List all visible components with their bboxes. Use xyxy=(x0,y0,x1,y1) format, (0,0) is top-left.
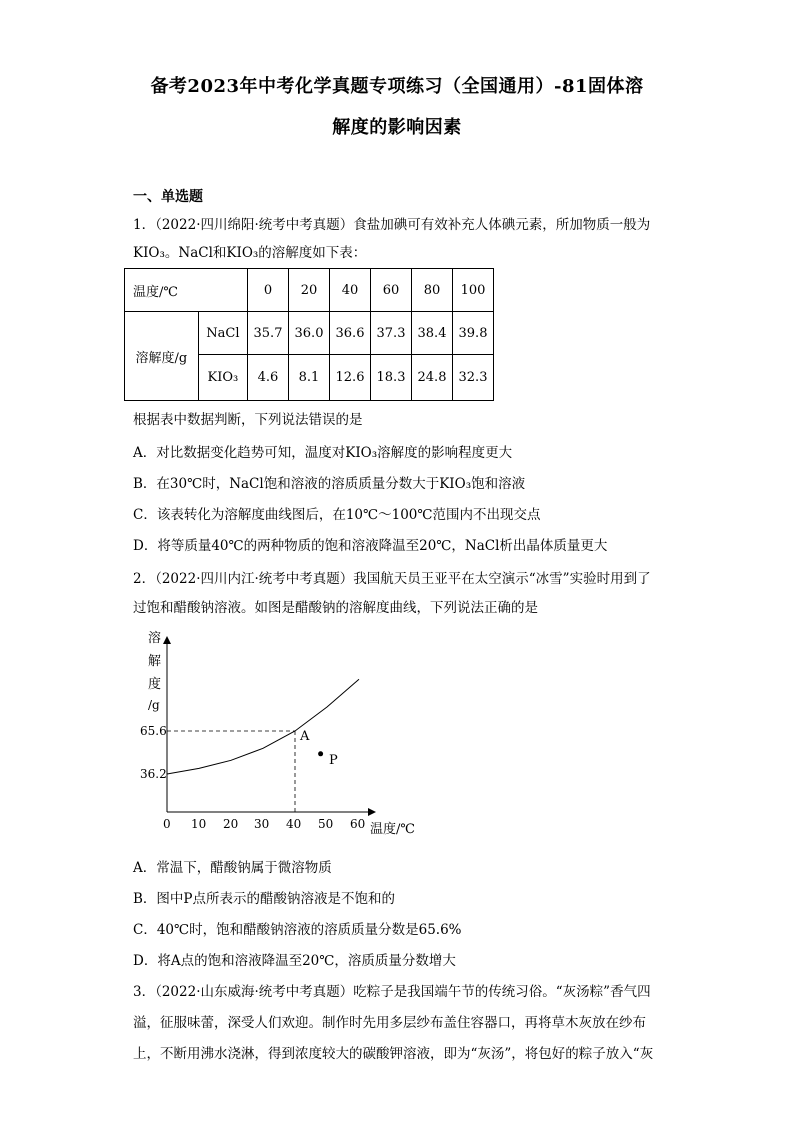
x-axis-label: 温度/℃ xyxy=(370,822,415,837)
y-tick-label: 65.6 xyxy=(140,724,167,738)
q1-option-c: C．该表转化为溶解度曲线图后，在10℃～100℃范围内不出现交点 xyxy=(133,507,541,523)
x-tick-label: 20 xyxy=(223,817,239,831)
x-tick-label: 40 xyxy=(286,817,302,831)
table-cell: 39.8 xyxy=(453,312,494,355)
table-row-name: KIO₃ xyxy=(198,355,247,401)
q2-option-c: C．40℃时，饱和醋酸钠溶液的溶质质量分数是65.6% xyxy=(133,922,462,938)
q2-stem-line1: 2．（2022·四川内江·统考中考真题）我国航天员王亚平在太空演示“冰雪”实验时用到了 xyxy=(133,571,651,587)
table-temp: 80 xyxy=(412,269,453,312)
table-cell: 32.3 xyxy=(453,355,494,401)
table-cell: 36.0 xyxy=(289,312,330,355)
page-title: 备考2023年中考化学真题专项练习（全国通用）-81固体溶 xyxy=(150,76,644,97)
q1-option-d: D．将等质量40℃的两种物质的饱和溶液降温至20℃，NaCl析出晶体质量更大 xyxy=(133,538,608,554)
table-header-label: 温度/℃ xyxy=(125,269,248,312)
q2-option-b: B．图中P点所表示的醋酸钠溶液是不饱和的 xyxy=(133,891,396,907)
table-cell: 37.3 xyxy=(371,312,412,355)
solubility-table xyxy=(124,268,494,401)
q2-option-d: D．将A点的饱和溶液降温至20℃，溶质质量分数增大 xyxy=(133,953,456,969)
q3-line3: 上，不断用沸水浇淋，得到浓度较大的碳酸钾溶液，即为“灰汤”，将包好的粽子放入“灰 xyxy=(133,1046,654,1062)
q2-option-a: A．常温下，醋酸钠属于微溶物质 xyxy=(133,860,332,876)
table-cell: 35.7 xyxy=(248,312,289,355)
x-tick-label: 10 xyxy=(191,817,207,831)
q1-option-b: B．在30℃时，NaCl饱和溶液的溶质质量分数大于KIO₃饱和溶液 xyxy=(133,476,526,492)
table-cell: 4.6 xyxy=(248,355,289,401)
x-tick-label: 60 xyxy=(350,817,366,831)
x-tick-label: 50 xyxy=(318,817,334,831)
table-cell: 12.6 xyxy=(330,355,371,401)
table-temp: 60 xyxy=(371,269,412,312)
table-temp: 100 xyxy=(453,269,494,312)
point-a-label: A xyxy=(300,729,310,744)
point-p-label: P xyxy=(329,753,338,768)
table-cell: 36.6 xyxy=(330,312,371,355)
table-temp: 40 xyxy=(330,269,371,312)
table-cell: 38.4 xyxy=(412,312,453,355)
table-cell: 18.3 xyxy=(371,355,412,401)
x-tick-label: 30 xyxy=(254,817,270,831)
page-title-continued: 解度的影响因素 xyxy=(332,117,462,138)
q1-stem-line1: 1．（2022·四川绵阳·统考中考真题）食盐加碘可有效补充人体碘元素，所加物质一般为 xyxy=(133,217,651,233)
q3-line2: 溢，征服味蕾，深受人们欢迎。制作时先用多层纱布盖住容器口，再将草木灰放在纱布 xyxy=(133,1015,646,1031)
table-temp: 20 xyxy=(289,269,330,312)
x-tick-label: 0 xyxy=(163,817,171,831)
y-label-char: 溶 xyxy=(148,631,162,646)
section-heading: 一、单选题 xyxy=(133,189,203,205)
y-label-char: /g xyxy=(148,698,160,712)
y-label-char: 度 xyxy=(148,677,162,692)
table-temp: 0 xyxy=(248,269,289,312)
table-cell: 8.1 xyxy=(289,355,330,401)
table-cell: 24.8 xyxy=(412,355,453,401)
q1-stem-line2: KIO₃。NaCl和KIO₃的溶解度如下表： xyxy=(133,245,367,261)
point-p-marker xyxy=(318,751,323,756)
table-row-group-label: 溶解度/g xyxy=(125,312,199,401)
table-row-name: NaCl xyxy=(198,312,247,355)
y-label-char: 解 xyxy=(148,654,162,669)
q1-option-a: A．对比数据变化趋势可知，温度对KIO₃溶解度的影响程度更大 xyxy=(133,445,513,461)
y-tick-label: 36.2 xyxy=(140,767,167,781)
solubility-curve-chart xyxy=(140,630,440,842)
q1-prompt: 根据表中数据判断，下列说法错误的是 xyxy=(133,412,363,428)
q3-line1: 3．（2022·山东威海·统考中考真题）吃粽子是我国端午节的传统习俗。“灰汤粽”香气四 xyxy=(133,984,651,1000)
q2-stem-line2: 过饱和醋酸钠溶液。如图是醋酸钠的溶解度曲线，下列说法正确的是 xyxy=(133,600,538,616)
